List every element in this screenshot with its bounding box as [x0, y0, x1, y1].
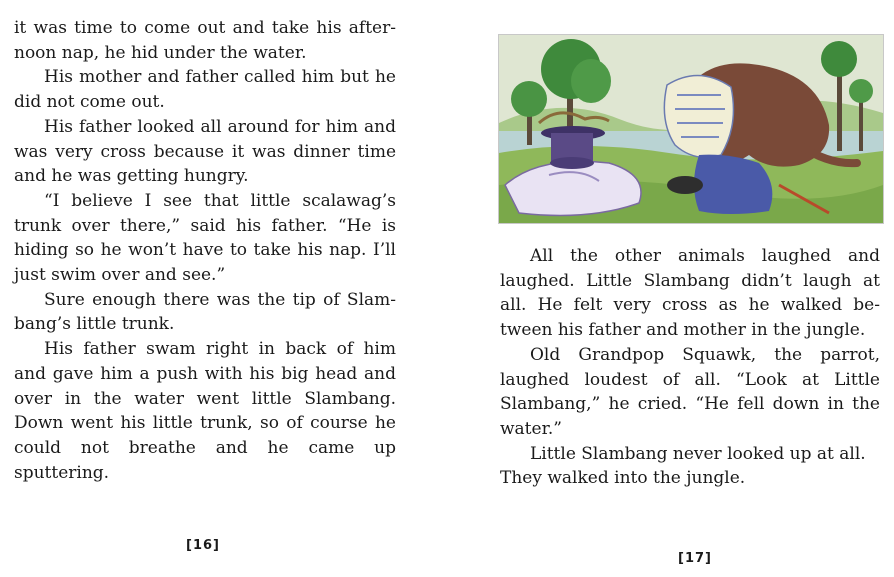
- left-page: [0, 0, 440, 577]
- left-paragraph: Sure enough there was the tip of Slam-bang’s little trunk.: [14, 289, 396, 335]
- left-page-text: [14, 16, 396, 485]
- jungle-scene-image: [499, 35, 883, 223]
- right-paragraph: All the other animals laughed and laughed. Little Slambang didn’t laugh at all. He felt very cross as he walked be-tween his father and mother in the jungle.: [500, 246, 880, 341]
- story-illustration: [498, 34, 884, 224]
- left-paragraph: His mother and father called him but he did not come out.: [14, 67, 396, 113]
- left-paragraph: His father swam right in back of him and gave him a push with his big head and over in the water went little Slambang. Down went his little trunk, so of course he could not breathe and he came up sputtering.: [14, 339, 396, 483]
- left-paragraph: “I believe I see that little scalawag’s trunk over there,” said his father. “He is hiding so he won’t have to take his nap. I’ll just swim over and see.”: [14, 190, 396, 286]
- left-paragraph: it was time to come out and take his after-noon nap, he hid under the water.: [14, 18, 396, 63]
- page-number-left: [16]: [186, 538, 220, 553]
- right-page: [448, 0, 894, 577]
- right-paragraph: Old Grandpop Squawk, the parrot, laughed loudest of all. “Look at Little Slambang,” he cried. “He fell down in the water.”: [500, 344, 880, 439]
- right-page-text: [500, 244, 880, 491]
- page-number-right: [17]: [678, 551, 712, 566]
- right-paragraph: Little Slambang never looked up at all. They walked into the jungle.: [500, 443, 866, 489]
- left-paragraph: His father looked all around for him and was very cross because it was dinner time and he was getting hungry.: [14, 116, 396, 187]
